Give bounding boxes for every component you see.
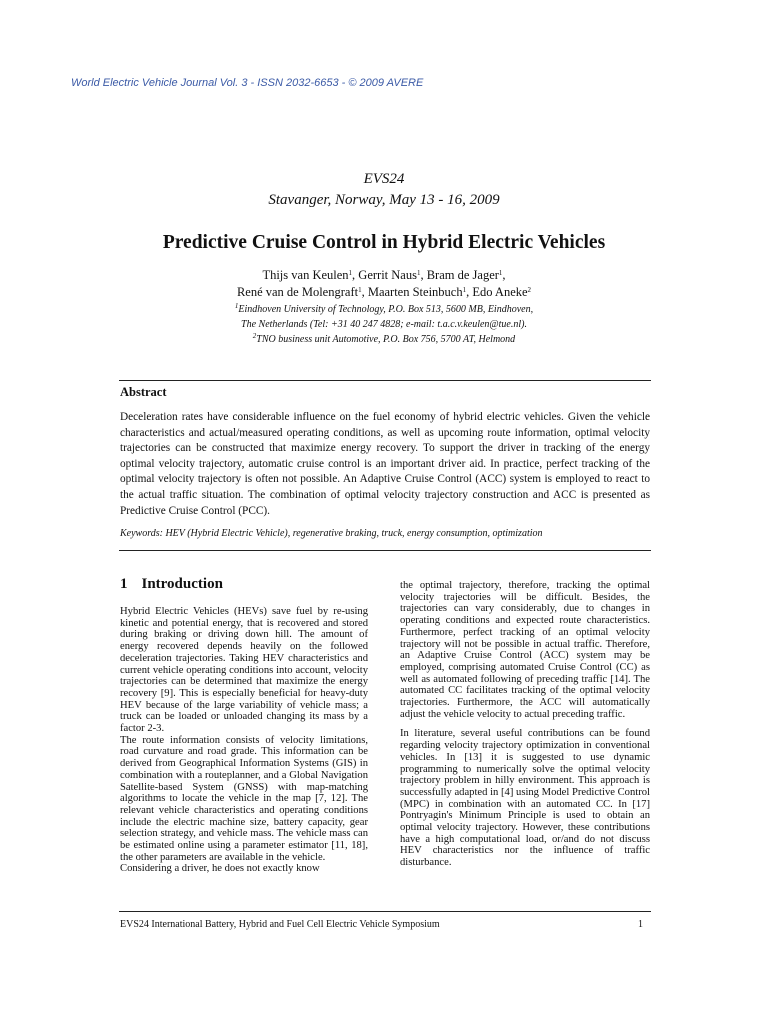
keywords: Keywords: HEV (Hybrid Electric Vehicle), regenerative braking, truck, energy consumption, optimization <box>120 528 543 539</box>
body-paragraph: Considering a driver, he does not exactly know <box>120 863 320 875</box>
authors-line-1 <box>0 268 768 283</box>
author-affiliation-mark: 1 <box>462 286 467 294</box>
body-column-right <box>400 580 650 869</box>
page-number: 1 <box>638 919 643 930</box>
author-separator: , <box>466 285 473 299</box>
footer-rule <box>119 911 651 912</box>
paper-title: Predictive Cruise Control in Hybrid Electric Vehicles <box>162 232 606 253</box>
author-name: Edo Aneke <box>472 285 528 299</box>
affiliation-1 <box>0 304 768 315</box>
body-paragraph: In literature, several useful contributions can be found regarding velocity trajectory optimization in conventional vehicles. In [13] it is suggested to use dynamic programming to numerically solve the optimal velocity trajectory problem in hilly environment. This approach is successfully adapted in [4] using Model Predictive Control (MPC) in combination with an automated CC. In [17] Pontryagin's Minimum Principle is used to obtain an optimal velocity trajectory. However, these contributions have a high computational load, or/and do not discuss HEV characteristics nor the influence of traffic disturbance. <box>400 728 650 869</box>
author-name: Gerrit Naus <box>358 268 417 282</box>
conference-name: EVS24 <box>363 171 405 187</box>
author-name: Maarten Steinbuch <box>367 285 463 299</box>
section-heading <box>120 576 223 593</box>
footer-text: EVS24 International Battery, Hybrid and Fuel Cell Electric Vehicle Symposium <box>120 919 440 930</box>
authors-line-2 <box>0 285 768 300</box>
affiliation-1-line-2: The Netherlands (Tel: +31 40 247 4828; e-mail: t.a.c.v.keulen@tue.nl). <box>241 319 527 330</box>
affiliation-2-line: TNO business unit Automotive, P.O. Box 756, 5700 AT, Helmond <box>256 334 516 345</box>
affiliation-mark: 1 <box>234 302 239 310</box>
author-name: Bram de Jager <box>426 268 499 282</box>
author-affiliation-mark: 2 <box>527 286 532 294</box>
author-name: Thijs van Keulen <box>262 268 349 282</box>
author-separator: , <box>502 268 506 282</box>
author-affiliation-mark: 1 <box>498 269 503 277</box>
abstract-heading: Abstract <box>120 385 167 399</box>
affiliation-mark: 2 <box>252 332 257 340</box>
affiliation-2 <box>0 334 768 345</box>
author-separator: , <box>352 268 359 282</box>
author-separator: , <box>361 285 368 299</box>
conference-location-date: Stavanger, Norway, May 13 - 16, 2009 <box>268 192 500 208</box>
abstract-bottom-rule <box>119 550 651 551</box>
body-column-left <box>120 606 368 875</box>
affiliation-1-line-1: Eindhoven University of Technology, P.O. Box 513, 5600 MB, Eindhoven, <box>238 304 534 315</box>
journal-header: World Electric Vehicle Journal Vol. 3 - ISSN 2032-6653 - © 2009 AVERE <box>71 77 424 89</box>
body-paragraph: The route information consists of velocity limitations, road curvature and road grade. This information can be derived from Geographical Information Systems (GIS) in combination with a routeplanner, and a Global Navigation Satellite-based System (GNSS) with map-matching algorithms to locate the vehicle in the map [7, 12]. The relevant vehicle characteristics and operating conditions include the electric machine size, battery capacity, gear selection strategy, and vehicle mass. The vehicle mass can be estimated online using a parameter estimator [11, 18], the other parameters are available in the vehicle. <box>120 734 368 863</box>
section-number: 1 <box>120 576 128 592</box>
author-affiliation-mark: 1 <box>348 269 353 277</box>
author-affiliation-mark: 1 <box>358 286 362 294</box>
section-title: Introduction <box>141 576 223 592</box>
abstract-text: Deceleration rates have considerable influence on the fuel economy of hybrid electric vehicles. Given the vehicle characteristics and actual/measured operating conditions, as well as upcoming route information, optimal velocity trajectories can be constructed that maximize energy recovery. To support the driver in tracking of the energy optimal velocity trajectory, automatic cruise control is an important driver aid. In practice, perfect tracking of the optimal velocity trajectory is often not possible. An Adaptive Cruise Control (ACC) system is employed to react to the actual traffic situation. The combination of optimal velocity trajectory construction and ACC is presented as Predictive Cruise Control (PCC). <box>120 411 650 517</box>
body-paragraph: the optimal trajectory, therefore, tracking the optimal velocity trajectories will be difficult. Besides, the trajectories can vary considerably, due to changes in operating conditions and expected route characteristics. Furthermore, perfect tracking of an optimal velocity trajectory will not be possible in actual traffic. Therefore, an Adaptive Cruise Control (ACC) system may be employed, comprising automated Cruise Control (CC) as well as automated following of preceding traffic [14]. The automated CC facilitates tracking of the optimal velocity trajectories. Furthermore, the ACC will automatically adjust the vehicle velocity to actual preceding traffic. <box>400 580 650 720</box>
abstract-top-rule <box>119 380 651 381</box>
author-affiliation-mark: 1 <box>416 269 421 277</box>
author-separator: , <box>420 268 427 282</box>
body-paragraph: Hybrid Electric Vehicles (HEVs) save fuel by re-using kinetic and potential energy, that is recovered and stored during braking or driving down hill. The amount of energy recovered depends heavily on the followed deceleration trajectories. Taking HEV characteristics and current vehicle operating conditions into account, velocity trajectories can be determined that maximize the energy recovery [9]. This is especially beneficial for heavy-duty HEV because of the large variability of vehicle mass; a truck can be loaded or unloaded changing its mass by a factor 2-3. <box>120 606 368 735</box>
author-name: René van de Molengraft <box>236 285 359 299</box>
